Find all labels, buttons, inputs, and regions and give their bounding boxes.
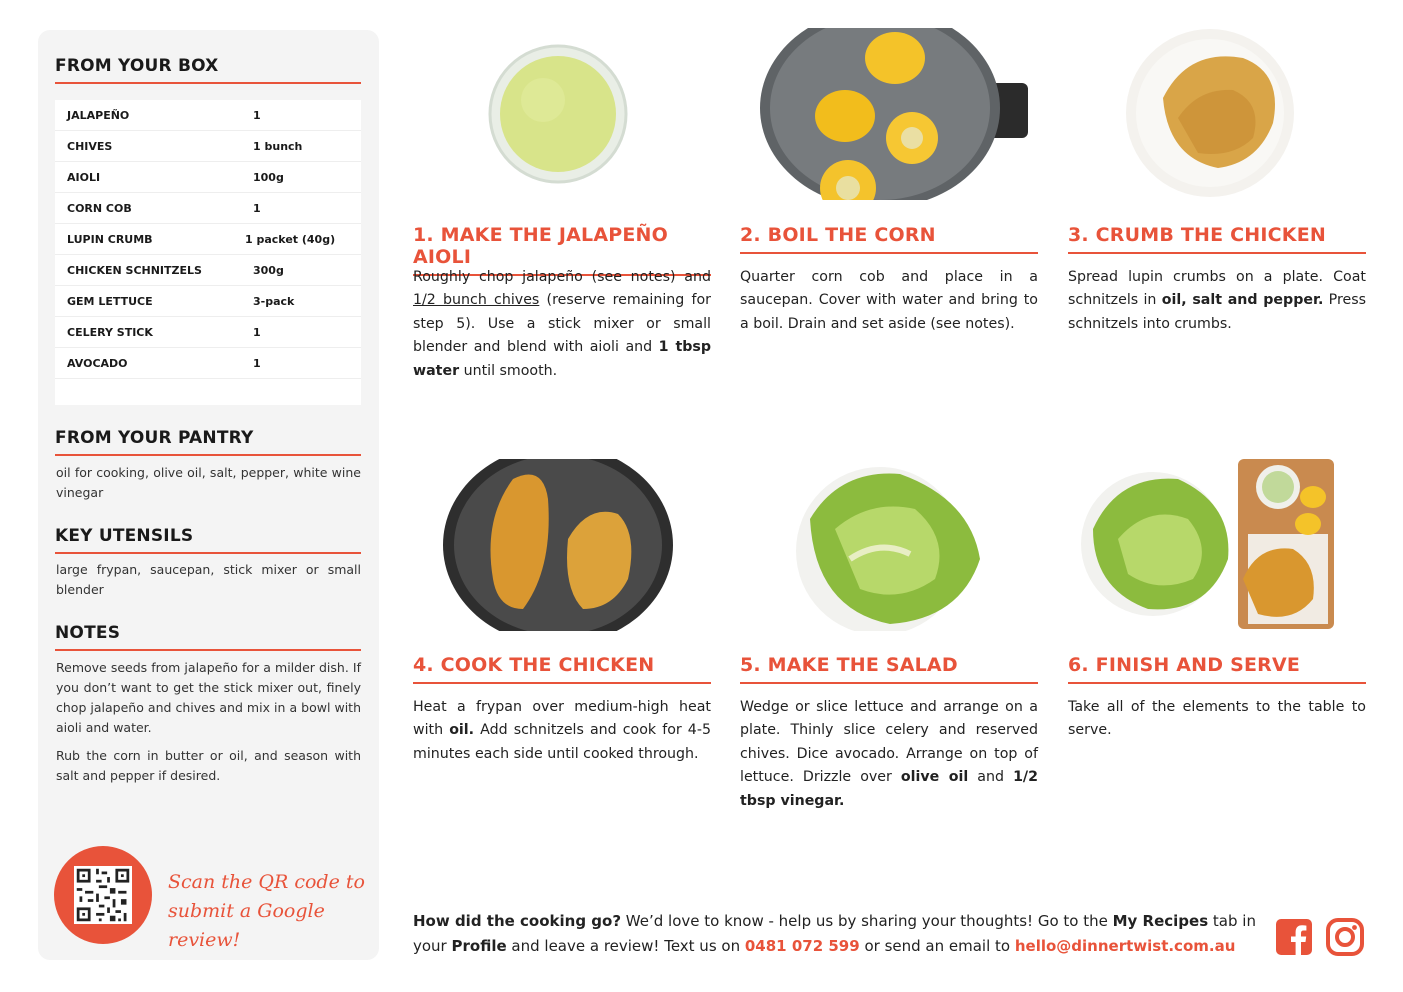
step-4-text: Heat a frypan over medium-high heat with oil. Add schnitzels and cook for 4-5 minutes each side until cooked through. [413, 699, 711, 762]
table-row [55, 224, 361, 255]
qr-caption [168, 868, 368, 955]
qr-caption-line-1: Scan the QR code to [168, 871, 365, 893]
step-4-title: 4. COOK THE CHICKEN [413, 654, 711, 684]
from-your-pantry-heading: FROM YOUR PANTRY [55, 428, 361, 456]
ingredient-name: LUPIN CRUMB [67, 232, 153, 246]
notes-heading: NOTES [55, 623, 361, 651]
qr-code-icon[interactable] [74, 866, 132, 924]
table-row [55, 317, 361, 348]
table-row [55, 286, 361, 317]
qr-caption-line-2: submit a Google review! [168, 900, 325, 951]
ingredient-qty: 1 [253, 356, 261, 370]
my-recipes-label: My Recipes [1112, 912, 1209, 930]
ingredient-qty: 100g [253, 170, 284, 184]
table-row [55, 193, 361, 224]
table-row [55, 131, 361, 162]
ingredient-name: AVOCADO [67, 356, 128, 370]
ingredient-name: AIOLI [67, 170, 101, 184]
table-row [55, 348, 361, 379]
make-salad-photo [740, 459, 1038, 631]
utensils-text: large frypan, saucepan, stick mixer or small blender [56, 562, 361, 597]
ingredient-qty: 1 [253, 325, 261, 339]
from-your-box-heading: FROM YOUR BOX [55, 56, 361, 84]
step-3-text: Spread lupin crumbs on a plate. Coat schnitzels in oil, salt and pepper. Press schnitzels into crumbs. [1068, 269, 1366, 332]
profile-label: Profile [451, 937, 507, 955]
footer-question: How did the cooking go? [413, 912, 622, 930]
ingredient-qty: 1 bunch [253, 139, 303, 153]
step-3-title: 3. CRUMB THE CHICKEN [1068, 224, 1366, 254]
table-row [55, 162, 361, 193]
facebook-icon[interactable] [1275, 918, 1313, 956]
key-utensils-heading: KEY UTENSILS [55, 526, 361, 554]
sidebar [38, 30, 379, 960]
ingredient-name: JALAPEÑO [67, 108, 130, 122]
ingredient-name: CHIVES [67, 139, 113, 153]
jalapeno-aioli-photo [413, 28, 711, 200]
review-footer: How did the cooking go? We’d love to know - help us by sharing your thoughts! Go to the My Recipes tab in your Profile and leave a review! Text us on 0481 072 599 or send an email to hello@dinnertwist.com.au [413, 912, 1256, 955]
phone-link[interactable]: 0481 072 599 [744, 937, 860, 955]
cook-chicken-photo [413, 459, 711, 631]
qr-badge[interactable] [54, 846, 152, 944]
ingredient-name: CELERY STICK [67, 325, 153, 339]
pantry-text: oil for cooking, olive oil, salt, pepper, white wine vinegar [56, 465, 361, 500]
notes-text-2: Rub the corn in butter or oil, and season with salt and pepper if desired. [56, 748, 361, 783]
step-5-text: Wedge or slice lettuce and arrange on a plate. Thinly slice celery and reserved chives. Dice avocado. Arrange on top of lettuce. Drizzle over olive oil and 1/2 tbsp vinegar. [740, 699, 1038, 809]
instagram-icon[interactable] [1326, 918, 1364, 956]
step-2-title: 2. BOIL THE CORN [740, 224, 1038, 254]
step-6-title: 6. FINISH AND SERVE [1068, 654, 1366, 684]
crumb-chicken-photo [1068, 28, 1366, 200]
ingredient-qty: 300g [253, 263, 284, 277]
step-6-text: Take all of the elements to the table to serve. [1068, 699, 1366, 739]
table-row [55, 100, 361, 131]
ingredient-name: CORN COB [67, 201, 132, 215]
step-5-title: 5. MAKE THE SALAD [740, 654, 1038, 684]
ingredient-qty: 1 [253, 201, 261, 215]
ingredient-qty: 1 [253, 108, 261, 122]
notes-text-1: Remove seeds from jalapeño for a milder dish. If you don’t want to get the stick mixer out, finely chop jalapeño and chives and mix in a bowl with aioli and water. [56, 660, 361, 735]
email-link[interactable]: hello@dinnertwist.com.au [1014, 937, 1236, 955]
step-1-title: 1. MAKE THE JALAPEÑO AIOLI [413, 224, 711, 276]
step-1-text: Roughly chop jalapeño (see notes) and 1/2 bunch chives (reserve remaining for step 5). Use a stick mixer or small blender and blend with aioli and 1 tbsp water until smooth. [413, 269, 711, 379]
boil-corn-photo [740, 28, 1038, 200]
table-row [55, 255, 361, 286]
ingredients-table [55, 100, 361, 405]
ingredient-name: GEM LETTUCE [67, 294, 153, 308]
ingredient-qty: 1 packet (40g) [245, 232, 336, 246]
finish-and-serve-photo [1068, 459, 1366, 631]
step-2-text: Quarter corn cob and place in a saucepan. Cover with water and bring to a boil. Drain and set aside (see notes). [740, 269, 1038, 332]
ingredient-name: CHICKEN SCHNITZELS [67, 263, 202, 277]
ingredient-qty: 3-pack [253, 294, 295, 308]
